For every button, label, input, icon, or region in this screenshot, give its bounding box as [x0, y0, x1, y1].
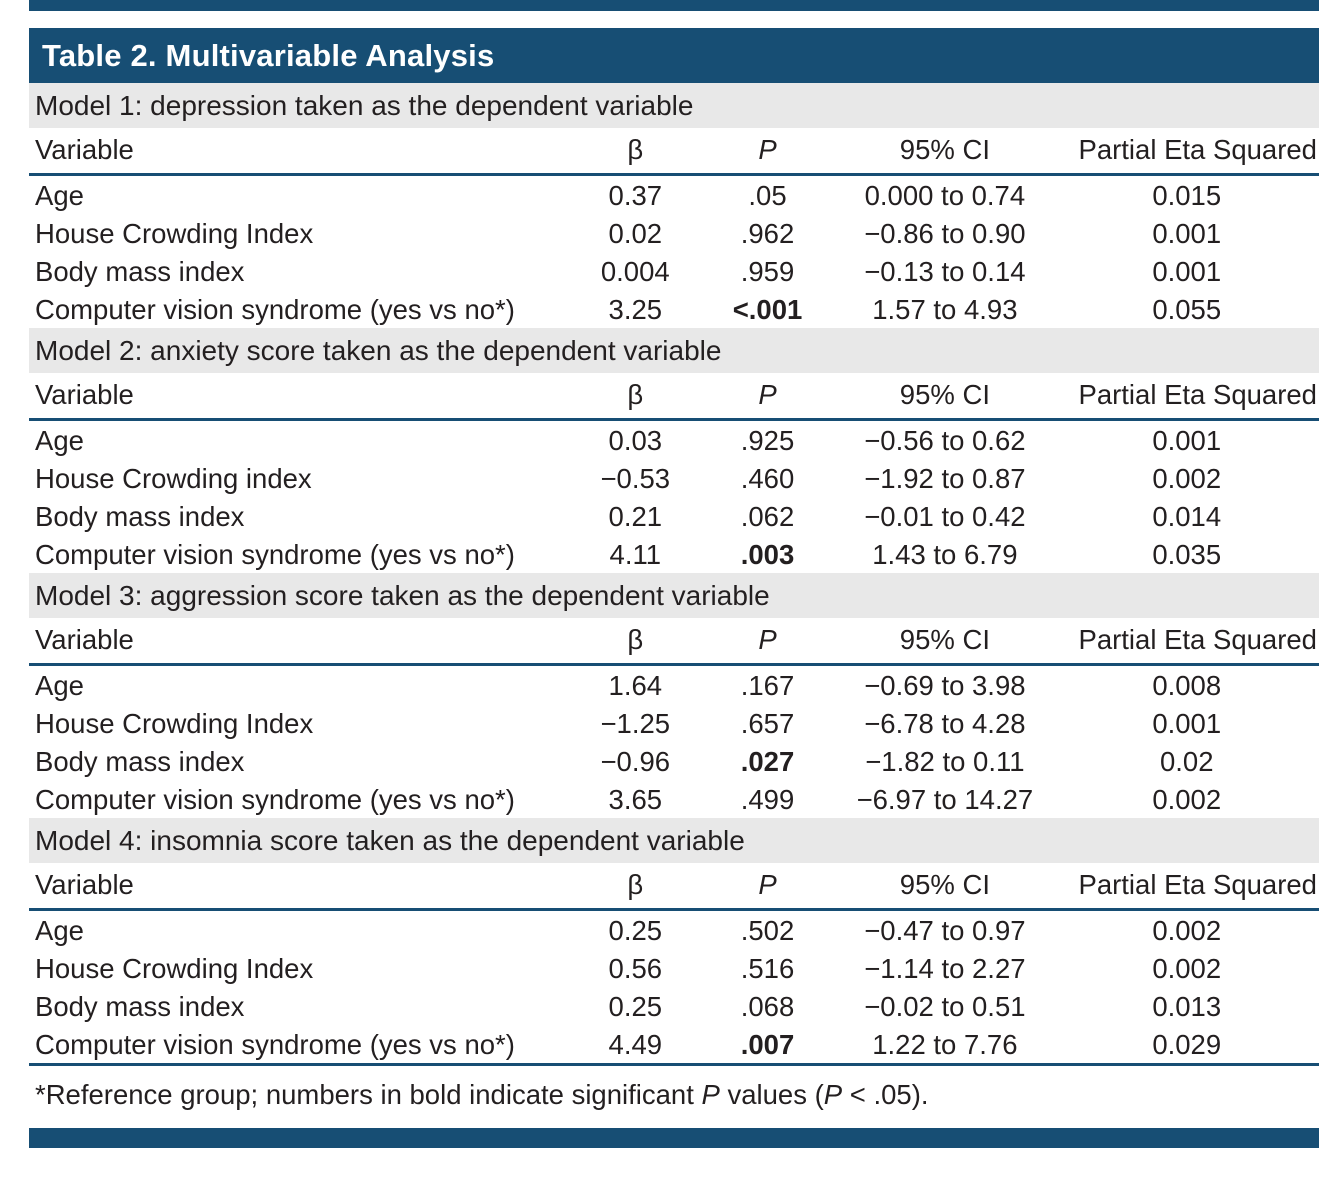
cell-eta: 0.001 — [1152, 255, 1222, 287]
cell-p: .003 — [740, 538, 795, 570]
cell-variable: Body mass index — [35, 255, 245, 287]
cell-beta: 0.25 — [608, 990, 663, 1022]
cell-ci: −0.56 to 0.62 — [864, 424, 1026, 456]
cell-beta: 4.49 — [608, 1028, 663, 1060]
column-header-row — [29, 128, 1319, 176]
table-row — [29, 987, 1319, 1025]
cell-beta: 0.25 — [608, 914, 663, 946]
column-header-row — [29, 863, 1319, 911]
table-row — [29, 176, 1319, 214]
column-header-eta: Partial Eta Squared — [1078, 624, 1317, 655]
cell-eta: 0.055 — [1152, 293, 1222, 325]
cell-p: .027 — [740, 745, 795, 777]
cell-p: .962 — [740, 217, 795, 249]
cell-eta: 0.001 — [1152, 217, 1222, 249]
cell-eta: 0.002 — [1152, 952, 1222, 984]
cell-ci: 1.43 to 6.79 — [872, 538, 1018, 570]
cell-variable: House Crowding Index — [35, 217, 314, 249]
cell-beta: −0.53 — [600, 462, 671, 494]
footnote-p-italic: P — [823, 1079, 843, 1110]
column-header-ci: 95% CI — [899, 624, 990, 655]
cell-eta: 0.02 — [1159, 745, 1214, 777]
model-1-title: Model 1: depression taken as the dependent variable — [29, 83, 1319, 128]
cell-beta: 0.21 — [608, 500, 663, 532]
column-header-eta: Partial Eta Squared — [1078, 379, 1317, 410]
cell-beta: −1.25 — [600, 707, 671, 739]
cell-ci: −0.47 to 0.97 — [864, 914, 1026, 946]
footnote-p-italic: P — [701, 1079, 720, 1110]
cell-eta: 0.002 — [1152, 914, 1222, 946]
cell-eta: 0.002 — [1152, 462, 1222, 494]
cell-ci: −0.86 to 0.90 — [864, 217, 1026, 249]
model-1-section — [29, 83, 1319, 328]
table-row — [29, 949, 1319, 987]
footnote-text: *Reference group; numbers in bold indicate significant — [35, 1079, 702, 1110]
column-header-variable: Variable — [35, 869, 134, 900]
cell-ci: −0.69 to 3.98 — [864, 669, 1026, 701]
model-3-title: Model 3: aggression score taken as the dependent variable — [29, 573, 1319, 618]
column-header-p: P — [758, 379, 777, 410]
model-4-title: Model 4: insomnia score taken as the dependent variable — [29, 818, 1319, 863]
cell-p: .007 — [740, 1028, 795, 1060]
table-title: Table 2. Multivariable Analysis — [42, 37, 495, 73]
cell-variable: Computer vision syndrome (yes vs no*) — [35, 783, 515, 815]
table-row — [29, 780, 1319, 818]
cell-ci: −1.82 to 0.11 — [865, 745, 1025, 777]
table-title-bar — [29, 28, 1319, 83]
cell-eta: 0.002 — [1152, 783, 1222, 815]
cell-variable: Computer vision syndrome (yes vs no*) — [35, 1028, 515, 1060]
table-footnote — [29, 1066, 1319, 1123]
cell-ci: −1.14 to 2.27 — [864, 952, 1026, 984]
column-header-variable: Variable — [35, 134, 134, 165]
bottom-bar — [29, 1128, 1319, 1148]
cell-variable: House Crowding Index — [35, 952, 314, 984]
cell-ci: 0.000 to 0.74 — [864, 179, 1026, 211]
column-header-row — [29, 618, 1319, 666]
cell-beta: 4.11 — [609, 538, 662, 570]
column-header-beta: β — [627, 134, 644, 165]
cell-beta: 0.03 — [608, 424, 663, 456]
cell-beta: 1.64 — [608, 669, 663, 701]
cell-ci: −1.92 to 0.87 — [864, 462, 1026, 494]
column-header-beta: β — [627, 869, 644, 900]
cell-beta: 3.25 — [608, 293, 663, 325]
cell-ci: −0.02 to 0.51 — [864, 990, 1026, 1022]
cell-ci: 1.22 to 7.76 — [872, 1028, 1018, 1060]
column-header-variable: Variable — [35, 379, 134, 410]
table-row — [29, 252, 1319, 290]
table-row — [29, 911, 1319, 949]
cell-variable: Age — [35, 424, 84, 456]
table-row — [29, 214, 1319, 252]
top-rule — [29, 0, 1319, 11]
cell-eta: 0.013 — [1152, 990, 1222, 1022]
column-header-row — [29, 373, 1319, 421]
table-row — [29, 535, 1319, 573]
cell-ci: −0.13 to 0.14 — [864, 255, 1026, 287]
cell-eta: 0.035 — [1152, 538, 1222, 570]
cell-ci: −6.97 to 14.27 — [856, 783, 1034, 815]
cell-p: .499 — [740, 783, 795, 815]
column-header-p: P — [758, 134, 777, 165]
cell-ci: −0.01 to 0.42 — [864, 500, 1026, 532]
cell-p: .460 — [740, 462, 795, 494]
cell-variable: Computer vision syndrome (yes vs no*) — [35, 538, 515, 570]
cell-variable: Body mass index — [35, 500, 245, 532]
footnote-text: values ( — [719, 1079, 824, 1110]
cell-beta: 0.37 — [608, 179, 663, 211]
cell-p: <.001 — [732, 293, 803, 325]
cell-p: .05 — [748, 179, 787, 211]
footnote-text: < .05). — [842, 1079, 929, 1110]
cell-p: .062 — [740, 500, 795, 532]
column-header-variable: Variable — [35, 624, 134, 655]
cell-variable: House Crowding Index — [35, 707, 314, 739]
table-row — [29, 1025, 1319, 1063]
cell-variable: House Crowding index — [35, 462, 312, 494]
cell-beta: −0.96 — [600, 745, 671, 777]
cell-eta: 0.001 — [1152, 707, 1222, 739]
cell-p: .167 — [740, 669, 795, 701]
cell-variable: Age — [35, 179, 84, 211]
cell-variable: Age — [35, 914, 84, 946]
column-header-beta: β — [627, 379, 644, 410]
cell-variable: Age — [35, 669, 84, 701]
table-row — [29, 704, 1319, 742]
cell-beta: 3.65 — [608, 783, 663, 815]
table-row — [29, 666, 1319, 704]
cell-eta: 0.008 — [1152, 669, 1222, 701]
cell-variable: Body mass index — [35, 990, 245, 1022]
cell-p: .516 — [740, 952, 795, 984]
column-header-p: P — [758, 624, 777, 655]
model-2-section — [29, 328, 1319, 573]
cell-p: .959 — [740, 255, 795, 287]
cell-ci: 1.57 to 4.93 — [872, 293, 1018, 325]
cell-eta: 0.014 — [1152, 500, 1222, 532]
cell-p: .068 — [740, 990, 795, 1022]
column-header-ci: 95% CI — [899, 869, 990, 900]
column-header-eta: Partial Eta Squared — [1078, 134, 1317, 165]
cell-variable: Body mass index — [35, 745, 245, 777]
cell-eta: 0.001 — [1152, 424, 1222, 456]
column-header-eta: Partial Eta Squared — [1078, 869, 1317, 900]
cell-p: .502 — [740, 914, 795, 946]
cell-p: .657 — [740, 707, 795, 739]
column-header-ci: 95% CI — [899, 379, 990, 410]
table-row — [29, 459, 1319, 497]
cell-p: .925 — [740, 424, 795, 456]
cell-beta: 0.56 — [608, 952, 663, 984]
cell-eta: 0.015 — [1152, 179, 1222, 211]
column-header-p: P — [758, 869, 777, 900]
cell-beta: 0.02 — [608, 217, 663, 249]
table-row — [29, 497, 1319, 535]
model-2-title: Model 2: anxiety score taken as the dependent variable — [29, 328, 1319, 373]
cell-ci: −6.78 to 4.28 — [864, 707, 1026, 739]
table-row — [29, 290, 1319, 328]
table-row — [29, 742, 1319, 780]
column-header-beta: β — [627, 624, 644, 655]
cell-variable: Computer vision syndrome (yes vs no*) — [35, 293, 515, 325]
table-row — [29, 421, 1319, 459]
cell-beta: 0.004 — [600, 255, 670, 287]
model-4-section — [29, 818, 1319, 1063]
cell-eta: 0.029 — [1152, 1028, 1222, 1060]
model-3-section — [29, 573, 1319, 818]
column-header-ci: 95% CI — [899, 134, 990, 165]
